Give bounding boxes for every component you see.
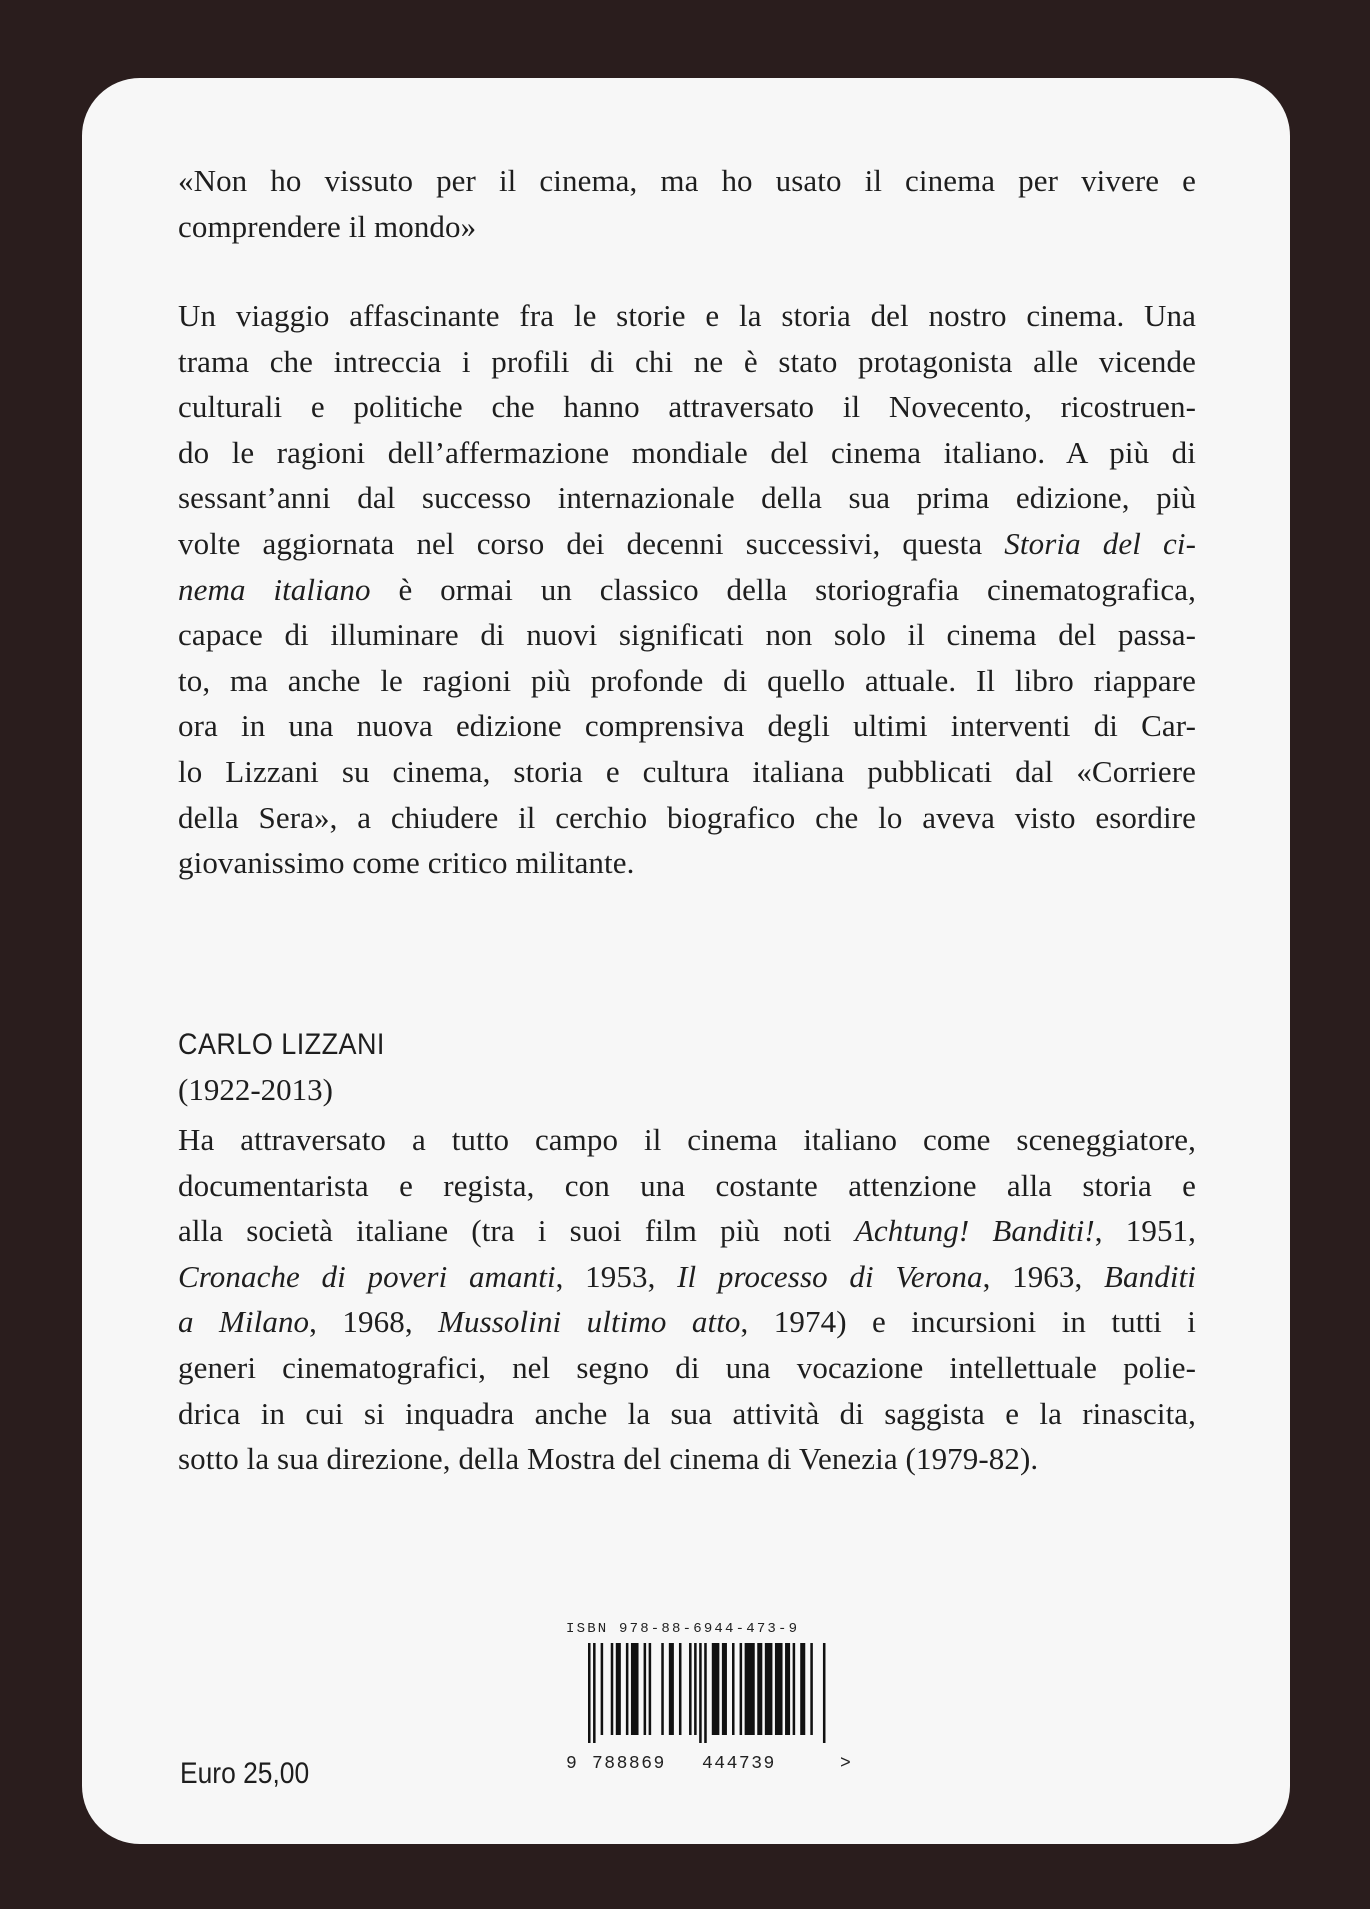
barcode-bar — [823, 1643, 826, 1743]
text-segment: culturali e politiche che hanno attraversato il Novecento, ricostruen- — [178, 389, 1196, 425]
text-segment: , 1974) e incursioni in tutti i — [740, 1304, 1196, 1340]
text-line — [178, 1163, 1196, 1209]
author-name: CARLO LIZZANI — [178, 1028, 385, 1061]
text-line — [178, 703, 1196, 749]
text-segment: della Sera», a chiudere il cerchio biografico che lo aveva visto esordire — [178, 799, 1196, 835]
text-segment: , 1963, — [982, 1258, 1105, 1294]
barcode-bar — [745, 1643, 755, 1735]
barcode-bar — [689, 1643, 692, 1735]
text-segment: sessant’anni dal successo internazionale della sua prima edizione, più — [178, 480, 1196, 516]
text-segment: sotto la sua direzione, della Mostra del cinema di Venezia (1979-82). — [178, 1441, 1039, 1477]
barcode-bar — [765, 1643, 773, 1735]
film-or-book-title: Mussolini ultimo atto — [438, 1304, 741, 1340]
barcode-bar — [785, 1643, 790, 1735]
film-or-book-title: Il processo di Verona — [677, 1258, 983, 1294]
barcode-bar — [740, 1643, 743, 1735]
barcode-left-group: 788869 — [592, 1754, 666, 1774]
barcode-bar — [626, 1643, 629, 1735]
text-line — [178, 1117, 1196, 1163]
barcode-end-mark: > — [840, 1754, 853, 1774]
barcode-bar — [694, 1643, 697, 1735]
epigraph-quote — [178, 158, 1196, 249]
barcode-bar — [611, 1643, 614, 1735]
text-line — [178, 1391, 1196, 1437]
text-line — [178, 1345, 1196, 1391]
text-line — [178, 430, 1196, 476]
text-segment: to, ma anche le ragioni più profonde di quello attuale. Il libro riappare — [178, 662, 1196, 698]
text-segment: lo Lizzani su cinema, storia e cultura italiana pubblicati dal «Corriere — [178, 753, 1196, 789]
text-segment: , 1953, — [555, 1258, 678, 1294]
barcode-bar — [601, 1643, 604, 1735]
barcode-bar — [661, 1643, 664, 1735]
text-segment: ora in una nuova edizione comprensiva degli ultimi interventi di Car- — [178, 708, 1196, 744]
text-segment: documentarista e regista, con una costante attenzione alla storia e — [178, 1167, 1196, 1203]
barcode — [588, 1643, 828, 1743]
text-line — [178, 1254, 1196, 1300]
barcode-bar — [810, 1643, 813, 1735]
barcode-bar — [732, 1643, 735, 1735]
author-years: (1922-2013) — [178, 1072, 333, 1107]
text-line — [178, 204, 1196, 250]
barcode-right-group: 444739 — [702, 1754, 776, 1774]
film-or-book-title: Achtung! Banditi! — [854, 1213, 1095, 1249]
text-segment: giovanissimo come critico militante. — [178, 845, 635, 881]
author-bio — [178, 1117, 1196, 1482]
text-line — [178, 658, 1196, 704]
barcode-bar — [704, 1643, 707, 1743]
text-segment: volte aggiornata nel corso dei decenni successivi, questa — [178, 525, 1005, 561]
text-segment: , 1951, — [1094, 1213, 1196, 1249]
text-line — [178, 1208, 1196, 1254]
text-segment: «Non ho vissuto per il cinema, ma ho usato il cinema per vivere e — [178, 163, 1196, 198]
text-segment: capace di illuminare di nuovi significati non solo il cinema del passa- — [178, 617, 1196, 653]
barcode-bar — [593, 1643, 596, 1743]
barcode-bar — [588, 1643, 591, 1743]
film-or-book-title: nema italiano — [178, 571, 371, 607]
text-segment: trama che intreccia i profili di chi ne è stato protagonista alle vicende — [178, 343, 1196, 379]
barcode-bar — [757, 1643, 762, 1735]
text-segment: è ormai un classico della storiografia cinematografica, — [370, 571, 1196, 607]
barcode-bar — [616, 1643, 621, 1735]
text-segment: generi cinematografici, nel segno di una vocazione intellettuale polie- — [178, 1349, 1196, 1385]
barcode-bar — [644, 1643, 647, 1735]
text-line — [178, 567, 1196, 613]
barcode-bar — [699, 1643, 702, 1743]
back-cover — [82, 78, 1290, 1844]
film-or-book-title: Banditi — [1104, 1258, 1196, 1294]
barcode-bar — [679, 1643, 682, 1735]
text-segment: drica in cui si inquadra anche la sua attività di saggista e la rinascita, — [178, 1395, 1196, 1431]
text-segment: Ha attraversato a tutto campo il cinema italiano come sceneggiatore, — [178, 1122, 1196, 1157]
text-segment: comprendere il mondo» — [178, 208, 477, 244]
barcode-bar — [800, 1643, 805, 1735]
price: Euro 25,00 — [180, 1757, 310, 1790]
isbn-label: ISBN 978-88-6944-473-9 — [566, 1621, 800, 1637]
text-line — [178, 475, 1196, 521]
text-line — [178, 612, 1196, 658]
barcode-bar — [631, 1643, 639, 1735]
text-line — [178, 840, 1196, 886]
film-or-book-title: a Milano — [178, 1304, 310, 1340]
text-line — [178, 1436, 1196, 1482]
text-line — [178, 1299, 1196, 1345]
film-or-book-title: Cronache di poveri amanti — [178, 1258, 556, 1294]
barcode-bar — [793, 1643, 796, 1735]
text-segment: do le ragioni dell’affermazione mondiale del cinema italiano. A più di — [178, 434, 1196, 470]
barcode-first-digit: 9 — [566, 1754, 579, 1774]
barcode-bar — [712, 1643, 720, 1735]
text-segment: , 1968, — [309, 1304, 439, 1340]
book-description — [178, 293, 1196, 886]
text-line — [178, 339, 1196, 385]
text-line — [178, 293, 1196, 339]
barcode-bar — [649, 1643, 652, 1735]
barcode-bar — [669, 1643, 674, 1735]
barcode-bar — [722, 1643, 727, 1735]
text-segment: Un viaggio affascinante fra le storie e la storia del nostro cinema. Una — [178, 298, 1196, 333]
text-segment: alla società italiane (tra i suoi film più noti — [178, 1213, 855, 1249]
text-line — [178, 749, 1196, 795]
film-or-book-title: Storia del ci- — [1004, 525, 1196, 561]
barcode-bar — [775, 1643, 783, 1735]
text-line — [178, 795, 1196, 841]
text-line — [178, 384, 1196, 430]
text-line — [178, 521, 1196, 567]
text-line — [178, 158, 1196, 204]
